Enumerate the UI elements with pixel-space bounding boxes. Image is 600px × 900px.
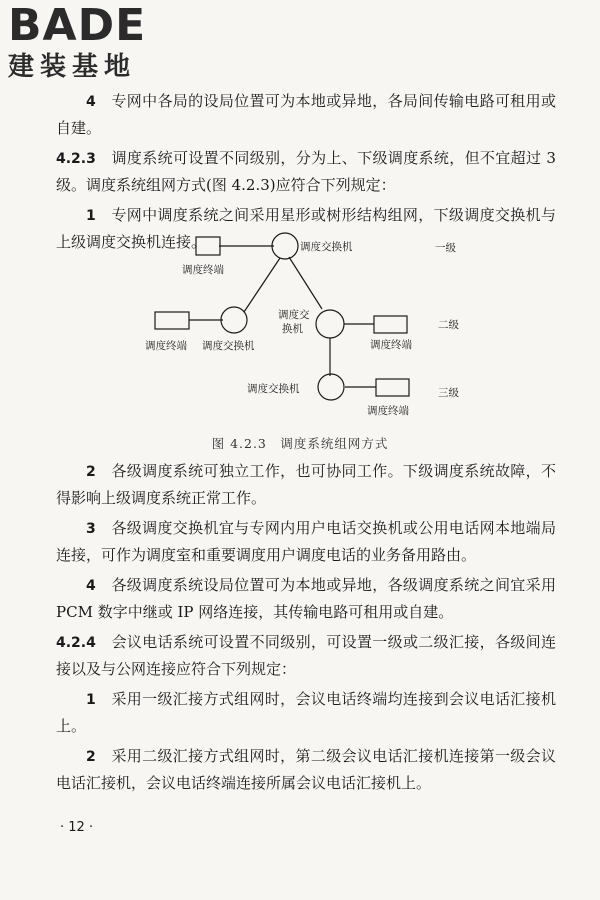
paragraph: 2 采用二级汇接方式组网时，第二级会议电话汇接机连接第一级会议电话汇接机，会议电话终端连接所属会议电话汇接机上。 xyxy=(56,747,556,792)
terminal-left-label: 调度终端 xyxy=(145,340,187,352)
terminal-bottom-label: 调度终端 xyxy=(367,405,409,417)
paragraph: 4 专网中各局的设局位置可为本地或异地，各局间传输电路可租用或自建。 xyxy=(56,92,556,137)
switch-node-mid xyxy=(316,310,344,338)
paragraph: 1 采用一级汇接方式组网时，会议电话终端均连接到会议电话汇接机上。 xyxy=(56,690,556,735)
terminal-right-label: 调度终端 xyxy=(370,339,412,351)
page-number: · 12 · xyxy=(60,820,94,835)
paragraph: 1 专网中调度系统之间采用星形或树形结构组网，下级调度交换机与上级调度交换机连接。 xyxy=(56,206,556,251)
switch-top-label: 调度交换机 xyxy=(300,241,353,253)
terminal-box-left xyxy=(155,312,189,329)
switch-node-left xyxy=(221,307,247,333)
clause-heading: 4.2.3 调度系统可设置不同级别，分为上、下级调度系统，但不宜超过 3 级。调度系统组网方式(图 4.2.3)应符合下列规定： xyxy=(56,149,556,194)
switch-node-bottom xyxy=(318,374,344,400)
level-1-label: 一级 xyxy=(435,242,456,254)
terminal-box-bottom xyxy=(376,379,409,396)
logo-subtitle: 建装基地 xyxy=(8,52,137,82)
terminal-top-label: 调度终端 xyxy=(182,264,224,276)
level-3-label: 三级 xyxy=(438,387,459,399)
link-line xyxy=(244,258,280,312)
paragraph: 2 各级调度系统可独立工作，也可协同工作。下级调度系统故障，不得影响上级调度系统正常工作。 xyxy=(56,462,556,507)
switch-left-label: 调度交换机 xyxy=(202,340,255,352)
bade-logo xyxy=(8,0,178,86)
switch-mid-label-2: 换机 xyxy=(282,323,303,335)
clause-heading: 4.2.4 会议电话系统可设置不同级别，可设置一级或二级汇接，各级间连接以及与公网连接应符合下列规定： xyxy=(56,633,556,678)
switch-mid-label-1: 调度交 xyxy=(278,309,310,321)
dispatch-network-diagram xyxy=(110,228,490,428)
link-line xyxy=(289,257,322,309)
level-2-label: 二级 xyxy=(438,319,459,331)
terminal-box-right xyxy=(374,316,407,333)
paragraph: 4 各级调度系统设局位置可为本地或异地，各级调度系统之间宜采用 PCM 数字中继或 IP 网络连接，其传输电路可租用或自建。 xyxy=(56,576,556,621)
paragraph: 3 各级调度交换机宜与专网内用户电话交换机或公用电话网本地端局连接，可作为调度室和重要调度用户调度电话的业务备用路由。 xyxy=(56,519,556,564)
figure-caption: 图 4.2.3 调度系统组网方式 xyxy=(211,436,389,451)
logo-wordmark: BADE xyxy=(8,0,147,51)
terminal-box-top xyxy=(196,237,220,255)
switch-bottom-label: 调度交换机 xyxy=(247,383,300,395)
text-block-bottom xyxy=(56,458,556,800)
switch-node-top xyxy=(272,233,298,259)
